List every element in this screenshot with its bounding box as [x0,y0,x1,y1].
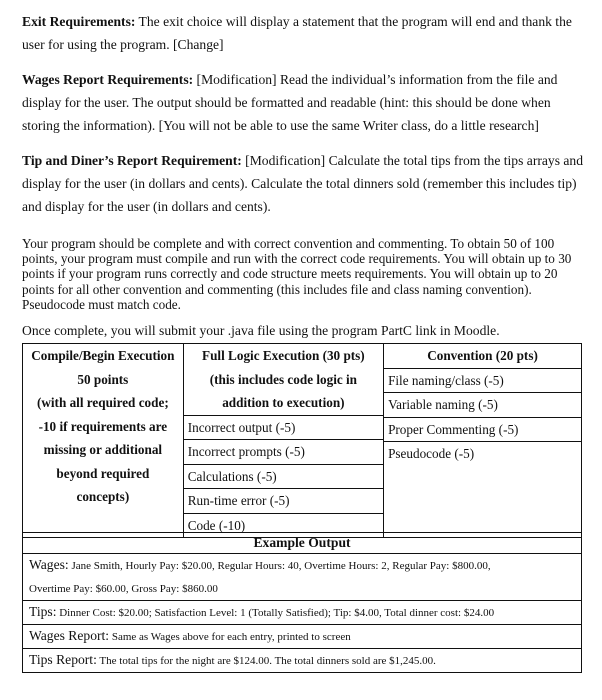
exit-requirements-text: The exit choice will display a statement that the program will end and thank the user for using the program. [Change] [22,14,572,52]
rubric-table [22,343,582,538]
rubric-convention-item: Proper Commenting (-5) [384,417,581,442]
example-tips-label: Tips: [29,604,57,619]
rubric-compile-line: 50 points [77,371,129,387]
example-tips-report-label: Tips Report: [29,652,97,667]
rubric-compile-column [23,344,184,538]
tip-diner-requirements [22,149,590,218]
rubric-logic-item: Run-time error (-5) [184,488,383,513]
example-wages-line2: Overtime Pay: $60.00, Gross Pay: $860.00 [29,583,218,595]
rubric-convention-column [384,344,582,538]
wages-report-requirements [22,68,590,137]
submit-instructions: Once complete, you will submit your .java file using the program PartC link in Moodle. [22,323,500,338]
example-wages-report-detail: Same as Wages above for each entry, printed to screen [109,631,351,643]
rubric-convention-item: Pseudocode (-5) [384,441,581,466]
rubric-compile-line: beyond required [56,465,150,481]
rubric-convention-header: Convention (20 pts) [427,348,538,363]
wages-report-text: [Modification] Read the individual’s information from the file and display for the user. The output should be formatted and readable (hint: this should be done when storing the information). [You will not be able to use the same Writer class, do a little research] [22,72,558,133]
example-wages-label: Wages: [29,557,69,572]
rubric-logic-column [183,344,383,538]
tip-diner-label: Tip and Diner’s Report Requirement: [22,153,242,168]
example-wages-line1: Jane Smith, Hourly Pay: $20.00, Regular Hours: 40, Overtime Hours: 2, Regular Pay: $800.00, [68,560,491,572]
example-tips-detail: Dinner Cost: $20.00; Satisfaction Level: 1 (Totally Satisfied); Tip: $4.00, Total dinner cost: $24.00 [56,607,495,619]
rubric-compile-line: missing or additional [43,442,163,457]
example-tips-report-row [23,648,581,672]
rubric-logic-header: Full Logic Execution (30 pts) [202,348,365,363]
rubric-logic-header: (this includes code logic in [209,371,358,387]
example-wages-report-label: Wages Report: [29,628,110,643]
rubric-logic-item: Incorrect output (-5) [184,415,383,440]
example-wages-report-row [23,624,581,648]
rubric-compile-line: Compile/Begin Execution [31,348,175,363]
rubric-convention-item: Variable naming (-5) [384,392,581,417]
rubric-logic-item: Code (-10) [184,513,383,538]
example-wages-row [23,553,581,600]
wages-report-label: Wages Report Requirements: [22,72,194,87]
rubric-logic-item: Incorrect prompts (-5) [184,439,383,464]
grading-paragraph: Your program should be complete and with correct convention and commenting. To obtain 50 of 100 points, your program must compile and run with the correct code requirements. You will obtain up to 30 points if your program runs correctly and code structure meets requirements. You will obtain up to 20 points for all other convention and commenting (this includes file and class naming convention). Pseudocode must match code. [22,236,572,312]
rubric-convention-item: File naming/class (-5) [384,368,581,393]
example-output-title: Example Output [253,535,351,550]
exit-requirements-label: Exit Requirements: [22,14,136,29]
rubric-compile-line: (with all required code; [36,395,169,410]
tip-diner-text: [Modification] Calculate the total tips from the tips arrays and display for the user (in dollars and cents). Calculate the total dinners sold (remember this includes tip) and display for the user (in dollars and cents). [22,153,584,214]
exit-requirements [22,10,590,56]
rubric-compile-line: concepts) [76,489,130,504]
example-tips-report-detail: The total tips for the night are $124.00. The total dinners sold are $1,245.00. [96,655,436,667]
example-tips-row [23,600,581,624]
rubric-compile-line: -10 if requirements are [38,418,168,434]
rubric-logic-item: Calculations (-5) [184,464,383,489]
rubric-logic-header: addition to execution) [222,395,345,410]
example-output-box [22,532,582,673]
